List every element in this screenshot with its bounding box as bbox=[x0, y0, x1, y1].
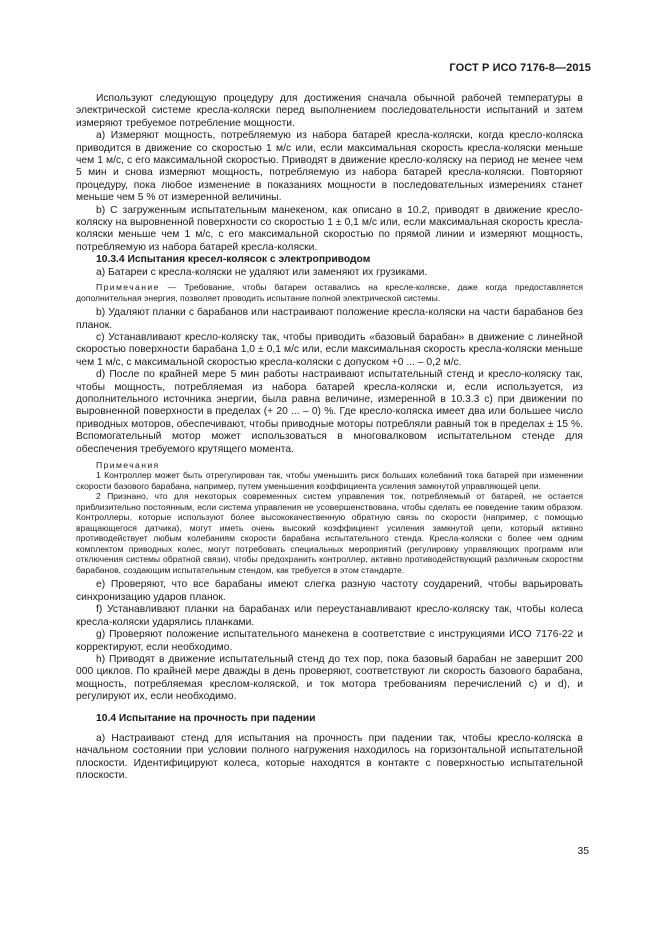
note-1: 1 Контроллер может быть отрегулирован так, чтобы уменьшить риск больших колебаний тока батарей при изменении скорости базового барабана, например, путем уменьшения коэффициента усиления замкнутой управляющей цепи. bbox=[76, 470, 583, 491]
section-10-4-item-a: a) Настраивают стенд для испытания на прочность при падении так, чтобы кресло-коляска в начальном состоянии при условии полного нагружения находилось на горизонтальной испытательной плоскости. Идентифицируют колеса, которые находятся в контакте с поверхностью испытательной плоскости. bbox=[76, 732, 583, 782]
page-number: 35 bbox=[577, 846, 589, 857]
section-heading-10-4: 10.4 Испытание на прочность при падении bbox=[96, 712, 316, 724]
intro-paragraph: Используют следующую процедуру для достижения сначала обычной рабочей температуры в электрической системе кресла-коляски перед выполнением последовательности испытаний и затем измеряют требуемое потребление мощности. bbox=[76, 93, 583, 129]
paragraph-item-b: b) С загруженным испытательным манекеном, как описано в 10.2, приводят в движение кресло-коляску на выровненной поверхности со скоростью 1 ± 0,1 м/с или, если максимальная скорость кресла-коляски меньше чем 1 м/с, с его максимальной скоростью по прямой линии и измеряют мощность, потребляемую из набора батарей кресла-коляски. bbox=[76, 204, 583, 253]
notes-label: Примечания bbox=[96, 459, 160, 470]
section-10-3-4-item-f: f) Устанавливают планки на барабанах или переустанавливают кресло-коляску так, чтобы колеса кресла-коляски ударялись планками. bbox=[76, 604, 583, 628]
document-body bbox=[76, 93, 583, 783]
section-10-3-4-item-c: c) Устанавливают кресло-коляску так, чтобы приводить «базовый барабан» в движение с линейной скоростью поверхности барабана 1,0 ± 0,1 м/с или, если максимальная скорость кресла-коляски меньше чем 1 м/с, с максимальной скоростью кресла-коляски с допуском +0 ... – 0,2 м/с. bbox=[76, 331, 583, 368]
section-10-3-4-item-e: e) Проверяют, что все барабаны имеют слегка разную частоту соударений, чтобы варьировать синхронизацию ударов планок. bbox=[76, 579, 583, 603]
section-10-3-4-item-h: h) Приводят в движение испытательный стенд до тех пор, пока базовый барабан не завершит 200 000 циклов. По крайней мере дважды в день проверяют, соответствуют ли скорость базового барабана, мощность, потребляемая креслом-коляской, и ток мотора требованиям перечислений с) и d), и регулируют их, если необходимо. bbox=[76, 653, 583, 703]
section-10-3-4-item-b: b) Удаляют планки с барабанов или настраивают положение кресла-коляски на части барабанов без планок. bbox=[76, 307, 583, 331]
note-label: Примечание bbox=[96, 282, 160, 293]
note-2: 2 Признано, что для некоторых современных систем управления ток, потребляемый от батарей, не остается приблизительно постоянным, если система управления не усовершенствована, чтобы сделать ее поведение таким образом. Контроллеры, которые используют более высококачественную обратную связь по скорости (например, с помощью вращающегося датчика), могут иметь очень высокий коэффициент усиления замкнутой цепи, который активно противодействует любым колебаниям скорости барабана испытательного стенда. Кресла-коляски с более чем одним комплектом приводных колес, могут потребовать специальных мероприятий (регулировку управляющих программ или отключения системы обратной связи), чтобы предохранить контроллер, активно противодействующий различным скоростям барабанов, создающим испытательным стендом, как требуется в этом стандарте. bbox=[76, 491, 583, 575]
paragraph-item-a: а) Измеряют мощность, потребляемую из набора батарей кресла-коляски, когда кресло-коляска приводится в движение со скоростью 1 м/с или, если максимальная скорость кресла-коляски меньше чем 1 м/с, с его максимальной скоростью. Приводят в движение кресло-коляску на период не менее чем 5 мин и снова измеряют мощность, потребляемую из набора батарей кресла-коляски. Повторяют процедуру, пока любое изменение в показаниях мощности в последовательных измерениях станет меньше чем 5 % от измеренной величины. bbox=[76, 130, 583, 204]
note-text: — Требование, чтобы батареи оставались на кресле-коляске, даже когда предоставляется дополнительная энергия, позволяет проводить испытание полной электрической системы. bbox=[76, 282, 583, 303]
section-heading-10-3-4: 10.3.4 Испытания кресел-колясок с электроприводом bbox=[96, 254, 371, 266]
note-paragraph bbox=[76, 282, 583, 303]
standard-code-header: ГОСТ Р ИСО 7176-8—2015 bbox=[449, 62, 591, 74]
section-10-3-4-item-d: d) После по крайней мере 5 мин работы настраивают испытательный стенд и кресло-коляску так, чтобы мощность, потребляемая из набора батарей кресла-коляски и, если используется, из дополнительного источника энергии, была равна величине, измеренной в 10.3.3 с) при движении по выровненной поверхности в пределах (+ 20 ... – 0) %. Где кресло-коляска имеет два или большее число приводных моторов, обеспечивают, чтобы приводные моторы потребляли равный ток в пределах ± 15 %. Вспомогательный мотор может использоваться в многовалковом испытательном стенде для обеспечения требуемого крутящего момента. bbox=[76, 369, 583, 455]
section-10-3-4-item-g: g) Проверяют положение испытательного манекена в соответствие с инструкциями ИСО 7176-22 и корректируют, если необходимо. bbox=[76, 629, 583, 653]
section-10-3-4-item-a: a) Батареи с кресла-коляски не удаляют или заменяют их грузиками. bbox=[96, 266, 428, 278]
